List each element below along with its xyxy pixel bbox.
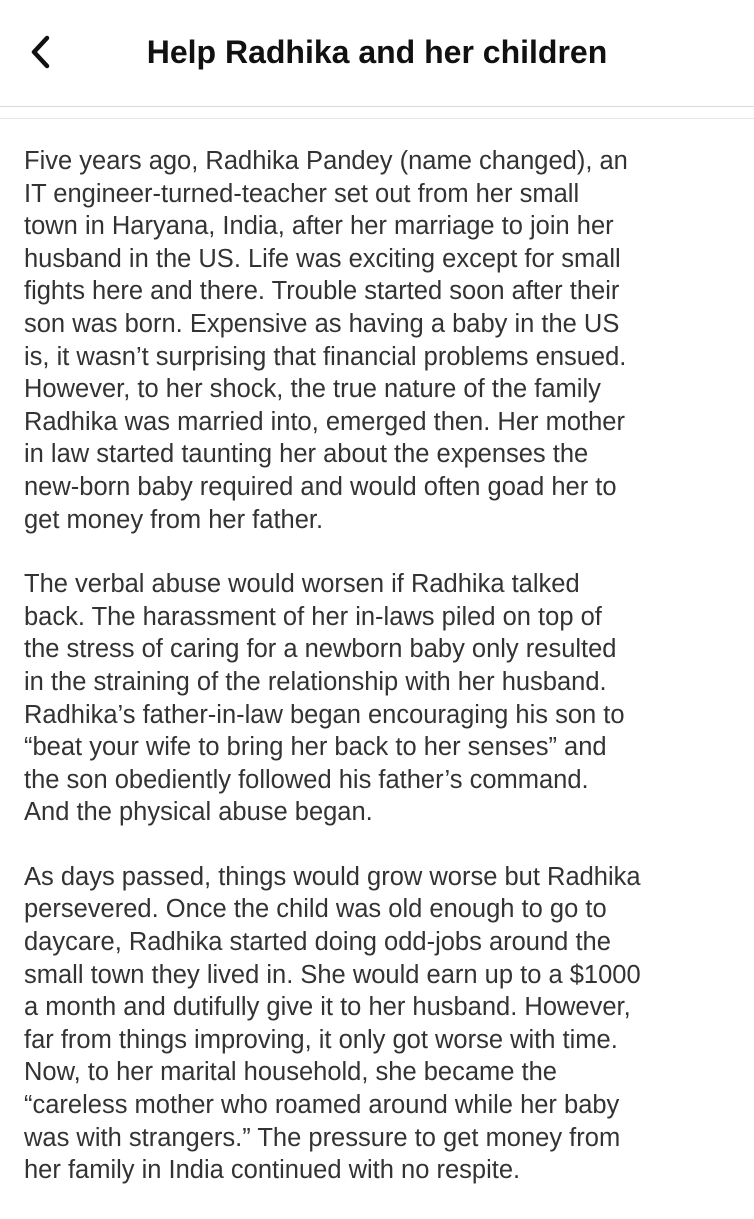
story-body (24, 145, 740, 1219)
header-divider (0, 106, 754, 107)
story-line: persevered. Once the child was old enough to go to (24, 895, 607, 924)
story-line: And the physical abuse began. (24, 798, 373, 827)
story-line: “beat your wife to bring her back to her senses” and (24, 733, 607, 762)
story-line: fights here and there. Trouble started soon after their (24, 277, 620, 306)
content-top-divider (0, 118, 754, 119)
story-line: As days passed, things would grow worse but Radhika (24, 862, 641, 891)
story-line: Five years ago, Radhika Pandey (name changed), an (24, 147, 628, 175)
story-line: was with strangers.” The pressure to get money from (24, 1123, 621, 1152)
story-line: her family in India continued with no respite. (24, 1156, 521, 1185)
navigation-bar (0, 0, 754, 106)
story-line: get money from her father. (24, 505, 324, 534)
story-line: Now, to her marital household, she became the (24, 1058, 557, 1087)
page-title: Help Radhika and her children (146, 34, 608, 70)
story-line: new-born baby required and would often goad her to (24, 472, 617, 501)
story-line: far from things improving, it only got worse with time. (24, 1025, 618, 1054)
story-line: husband in the US. Life was exciting except for small (24, 244, 621, 273)
story-paragraph-1 (24, 145, 740, 536)
story-line: town in Haryana, India, after her marriage to join her (24, 212, 614, 241)
story-line: “careless mother who roamed around while her baby (24, 1091, 620, 1120)
story-line: son was born. Expensive as having a baby in the US (24, 309, 620, 338)
story-line: the stress of caring for a newborn baby only resulted (24, 635, 617, 664)
story-paragraph-3 (24, 861, 740, 1187)
story-line: daycare, Radhika started doing odd-jobs around the (24, 928, 611, 957)
story-line: small town they lived in. She would earn up to a $1000 (24, 960, 641, 989)
story-line: is, it wasn’t surprising that financial problems ensued. (24, 342, 627, 371)
story-line: Radhika’s father-in-law began encouraging his son to (24, 700, 625, 729)
story-line: the son obediently followed his father’s command. (24, 765, 589, 794)
story-paragraph-2 (24, 568, 740, 829)
story-line: back. The harassment of her in-laws piled on top of (24, 602, 602, 631)
story-line: a month and dutifully give it to her husband. However, (24, 993, 631, 1022)
story-line: Radhika was married into, emerged then. Her mother (24, 407, 625, 436)
story-line: The verbal abuse would worsen if Radhika talked (24, 570, 580, 599)
story-line: in the straining of the relationship with her husband. (24, 667, 607, 696)
story-line: in law started taunting her about the expenses the (24, 440, 589, 469)
story-line: However, to her shock, the true nature of the family (24, 375, 601, 404)
story-line: IT engineer-turned-teacher set out from her small (24, 179, 580, 208)
